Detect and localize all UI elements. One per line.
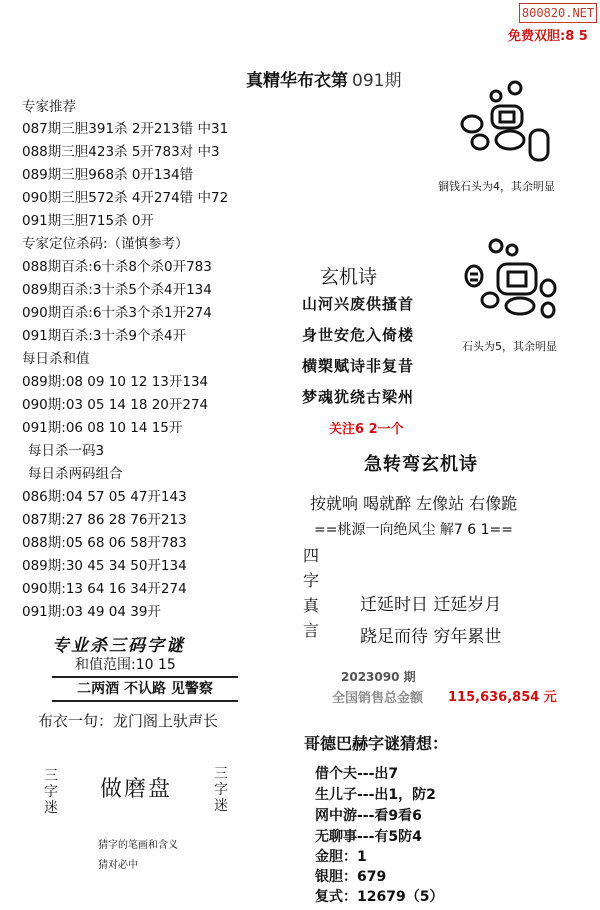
four-char-label: 真	[303, 596, 320, 615]
two-code-line: 087期:27 86 28 76开213	[22, 512, 187, 528]
expert-line: 091期三胆715杀 0开	[22, 213, 154, 229]
expert-title: 专家推荐	[22, 99, 76, 115]
goedel-title: 哥德巴赫字谜猜想：	[304, 734, 449, 753]
sum-range: 和值范围:10 15	[75, 657, 176, 673]
two-code-line: 088期:05 68 06 58开783	[22, 535, 187, 551]
free-pick: 免费双胆:8 5	[508, 29, 588, 44]
position-line: 090期百杀:6十杀3个杀1开274	[22, 305, 212, 321]
poem-line: 横槊赋诗非复昔	[302, 357, 415, 375]
expert-line: 089期三胆968杀 0开134错	[22, 167, 194, 183]
stone-drawing	[460, 236, 570, 334]
drawing-caption: 石头为5，其余明显	[462, 340, 557, 353]
position-line: 088期百杀:6十杀8个杀0开783	[22, 259, 212, 275]
riddle-answer: 做磨盘	[100, 777, 173, 802]
expert-line: 087期三胆391杀 2开213错 中31	[22, 121, 229, 137]
turn-poem: 按就响 喝就醉 左像站 右像跪	[310, 494, 518, 513]
expert-line: 090期三胆572杀 4开274错 中72	[22, 190, 229, 206]
riddle-hint: 猜字的笔画和含义	[98, 840, 178, 851]
poem-line: 梦魂犹绕古梁州	[302, 388, 415, 406]
sum-line: 089期:08 09 10 12 13开134	[22, 374, 209, 390]
turn-title: 急转弯玄机诗	[364, 454, 478, 475]
four-char-label: 四	[303, 546, 320, 565]
position-line: 089期百杀:3十杀5个杀4开134	[22, 282, 212, 298]
four-char-label: 字	[303, 571, 320, 590]
special-riddle-title: 专业杀三码字谜	[52, 636, 185, 656]
sum-line: 091期:06 08 10 14 15开	[22, 420, 183, 436]
four-char-line: 跷足而待 穷年累世	[360, 627, 502, 647]
poem-line: 山河兴废供搔首	[302, 295, 415, 313]
goedel-line: 复式：12679（5）	[315, 889, 444, 905]
four-char-line: 迁延时日 迁延岁月	[360, 595, 502, 615]
riddle-label-left: 三字迷	[44, 768, 58, 816]
goedel-line: 银胆：679	[315, 869, 387, 885]
goedel-line: 无聊事---有5防4	[315, 829, 422, 845]
two-code-line: 091期:03 49 04 39开	[22, 604, 161, 620]
kill-one-code: 每日杀一码3	[28, 443, 105, 459]
two-code-title: 每日杀两码组合	[28, 466, 123, 482]
sales-period: 2023090 期	[341, 670, 416, 684]
issue-number: 091期	[352, 71, 402, 91]
buyi-sentence: 布衣一句：龙门阁上驮声长	[38, 712, 219, 730]
page-title: 真精华布衣第	[246, 71, 348, 91]
goedel-line: 生儿子---出1，防2	[315, 787, 436, 803]
position-line: 091期百杀:3十杀9个杀4开	[22, 328, 187, 344]
coin-stone-drawing	[450, 76, 560, 172]
goedel-line: 借个夫---出7	[315, 766, 399, 782]
goedel-line: 金胆：1	[315, 849, 367, 865]
sales-label: 全国销售总金额	[332, 691, 424, 706]
riddle-hint: 猜对必中	[98, 860, 138, 871]
taoyuan-line: ==桃源一向绝风尘 解7 6 1==	[314, 522, 513, 538]
four-char-label: 言	[303, 621, 320, 640]
riddle-box: 二两酒 不认路 见警察	[52, 676, 238, 702]
sales-value: 115,636,854 元	[448, 690, 557, 705]
drawing-caption: 铜钱石头为4，其余明显	[438, 180, 555, 193]
site-badge[interactable]: 800820.NET	[519, 3, 597, 23]
riddle-label-right: 三字迷	[214, 766, 228, 814]
goedel-line: 网中游---看9看6	[315, 808, 422, 824]
sum-title: 每日杀和值	[22, 351, 90, 367]
two-code-line: 089期:30 45 34 50开134	[22, 558, 187, 574]
sum-line: 090期:03 05 14 18 20开274	[22, 397, 209, 413]
poem-line: 身世安危入倚楼	[302, 326, 415, 344]
position-title: 专家定位杀码:（谨慎参考）	[22, 236, 189, 252]
two-code-line: 086期:04 57 05 47开143	[22, 489, 187, 505]
follow-note: 关注6 2一个	[329, 422, 404, 437]
expert-line: 088期三胆423杀 5开783对 中3	[22, 144, 220, 160]
two-code-line: 090期:13 64 16 34开274	[22, 581, 187, 597]
xuanji-title: 玄机诗	[320, 266, 378, 288]
